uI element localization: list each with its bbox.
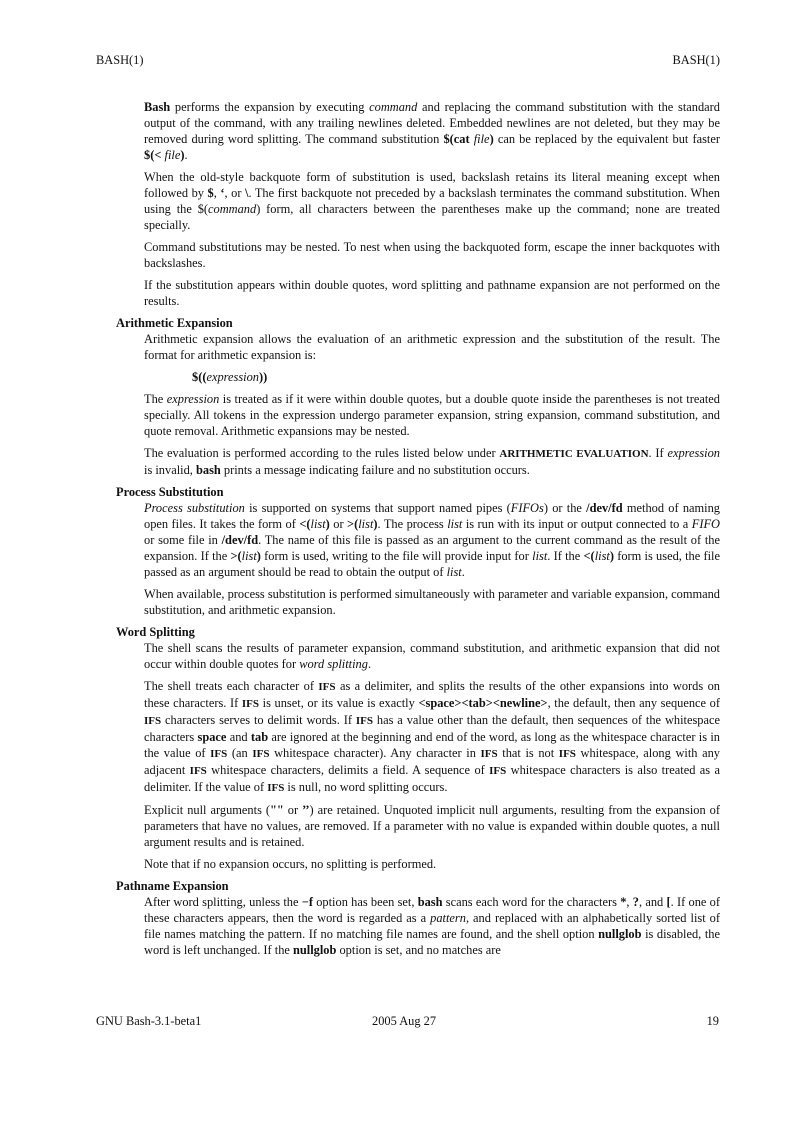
section-title-process-substitution: Process Substitution <box>116 485 224 499</box>
paragraph: Command substitutions may be nested. To nest when using the backquoted form, escape the inner backquotes with backslashes. <box>144 240 720 270</box>
footer-left: GNU Bash-3.1-beta1 <box>96 1014 202 1028</box>
paragraph: Note that if no expansion occurs, no splitting is performed. <box>144 857 437 871</box>
section-title-pathname-expansion: Pathname Expansion <box>116 879 229 893</box>
paragraph: The shell scans the results of parameter expansion, command substitution, and arithmetic expansion that did not occur within double quotes for word splitting. <box>144 641 720 671</box>
section-title-arithmetic-expansion: Arithmetic Expansion <box>116 316 233 330</box>
paragraph: Process substitution is supported on systems that support named pipes (FIFOs) or the /dev/fd method of naming open files. It takes the form of <(list) or >(list). The process list is run with its input or output connected to a FIFO or some file in /dev/fd. The name of this file is passed as an argument to the current command as the result of the expansion. If the >(list) form is used, writing to the file will provide input for list. If the <(list) form is used, the file passed as an argument should be read to obtain the output of list. <box>144 501 721 579</box>
paragraph: After word splitting, unless the −f option has been set, bash scans each word for the characters *, ?, and [. If one of these characters appears, then the word is regarded as a pattern, and replaced with an alphabetically sorted list of file names matching the pattern. If no matching file names are found, and the shell option nullglob is disabled, the word is left unchanged. If the nullglob option is set, and no matches are <box>144 895 720 957</box>
footer-center: 2005 Aug 27 <box>372 1014 437 1028</box>
header-right: BASH(1) <box>672 53 720 67</box>
paragraph: The shell treats each character of IFS as a delimiter, and splits the results of the other expansions into words on these characters. If IFS is unset, or its value is exactly <space><tab><newline>, the default, then any sequence of IFS characters serves to delimit words. If IFS has a value other than the default, then sequences of the whitespace characters space and tab are ignored at the beginning and end of the word, as long as the whitespace character is in the value of IFS (an IFS whitespace character). Any character in IFS that is not IFS whitespace, along with any adjacent IFS whitespace characters, delimits a field. A sequence of IFS whitespace characters is also treated as a delimiter. If the value of IFS is null, no word splitting occurs. <box>144 679 720 794</box>
page-content <box>116 99 720 964</box>
paragraph: If the substitution appears within double quotes, word splitting and pathname expansion are not performed on the results. <box>144 278 720 308</box>
paragraph: When the old-style backquote form of substitution is used, backslash retains its literal meaning except when followed by $, ‘, or \. The first backquote not preceded by a backslash terminates the command substitution. When using the $(command) form, all characters between the parentheses make up the command; none are treated specially. <box>144 170 720 232</box>
footer-right: 19 <box>706 1014 719 1028</box>
paragraph: When available, process substitution is performed simultaneously with parameter and variable expansion, command substitution, and arithmetic expansion. <box>144 587 721 617</box>
paragraph: Bash performs the expansion by executing command and replacing the command substitution with the standard output of the command, with any trailing newlines deleted. Embedded newlines are not deleted, but they may be removed during word splitting. The command substitution $(cat file) can be replaced by the equivalent but faster $(< file). <box>144 100 720 162</box>
header-left: BASH(1) <box>96 53 144 67</box>
paragraph: The expression is treated as if it were within double quotes, but a double quote inside the parentheses is not treated specially. All tokens in the expression undergo parameter expansion, string expansion, command substitution, and quote removal. Arithmetic expansions may be nested. <box>144 392 720 438</box>
paragraph: The evaluation is performed according to the rules listed below under ARITHMETIC EVALUATION. If expression is invalid, bash prints a message indicating failure and no substitution occurs. <box>144 446 721 477</box>
paragraph: Arithmetic expansion allows the evaluation of an arithmetic expression and the substitution of the result. The format for arithmetic expansion is: <box>144 332 720 362</box>
section-title-word-splitting: Word Splitting <box>116 625 195 639</box>
paragraph: Explicit null arguments ("" or ’’) are retained. Unquoted implicit null arguments, resulting from the expansion of parameters that have no values, are removed. If a parameter with no value is expanded within double quotes, a null argument results and is retained. <box>144 803 720 849</box>
code-example: $((expression)) <box>192 370 268 384</box>
